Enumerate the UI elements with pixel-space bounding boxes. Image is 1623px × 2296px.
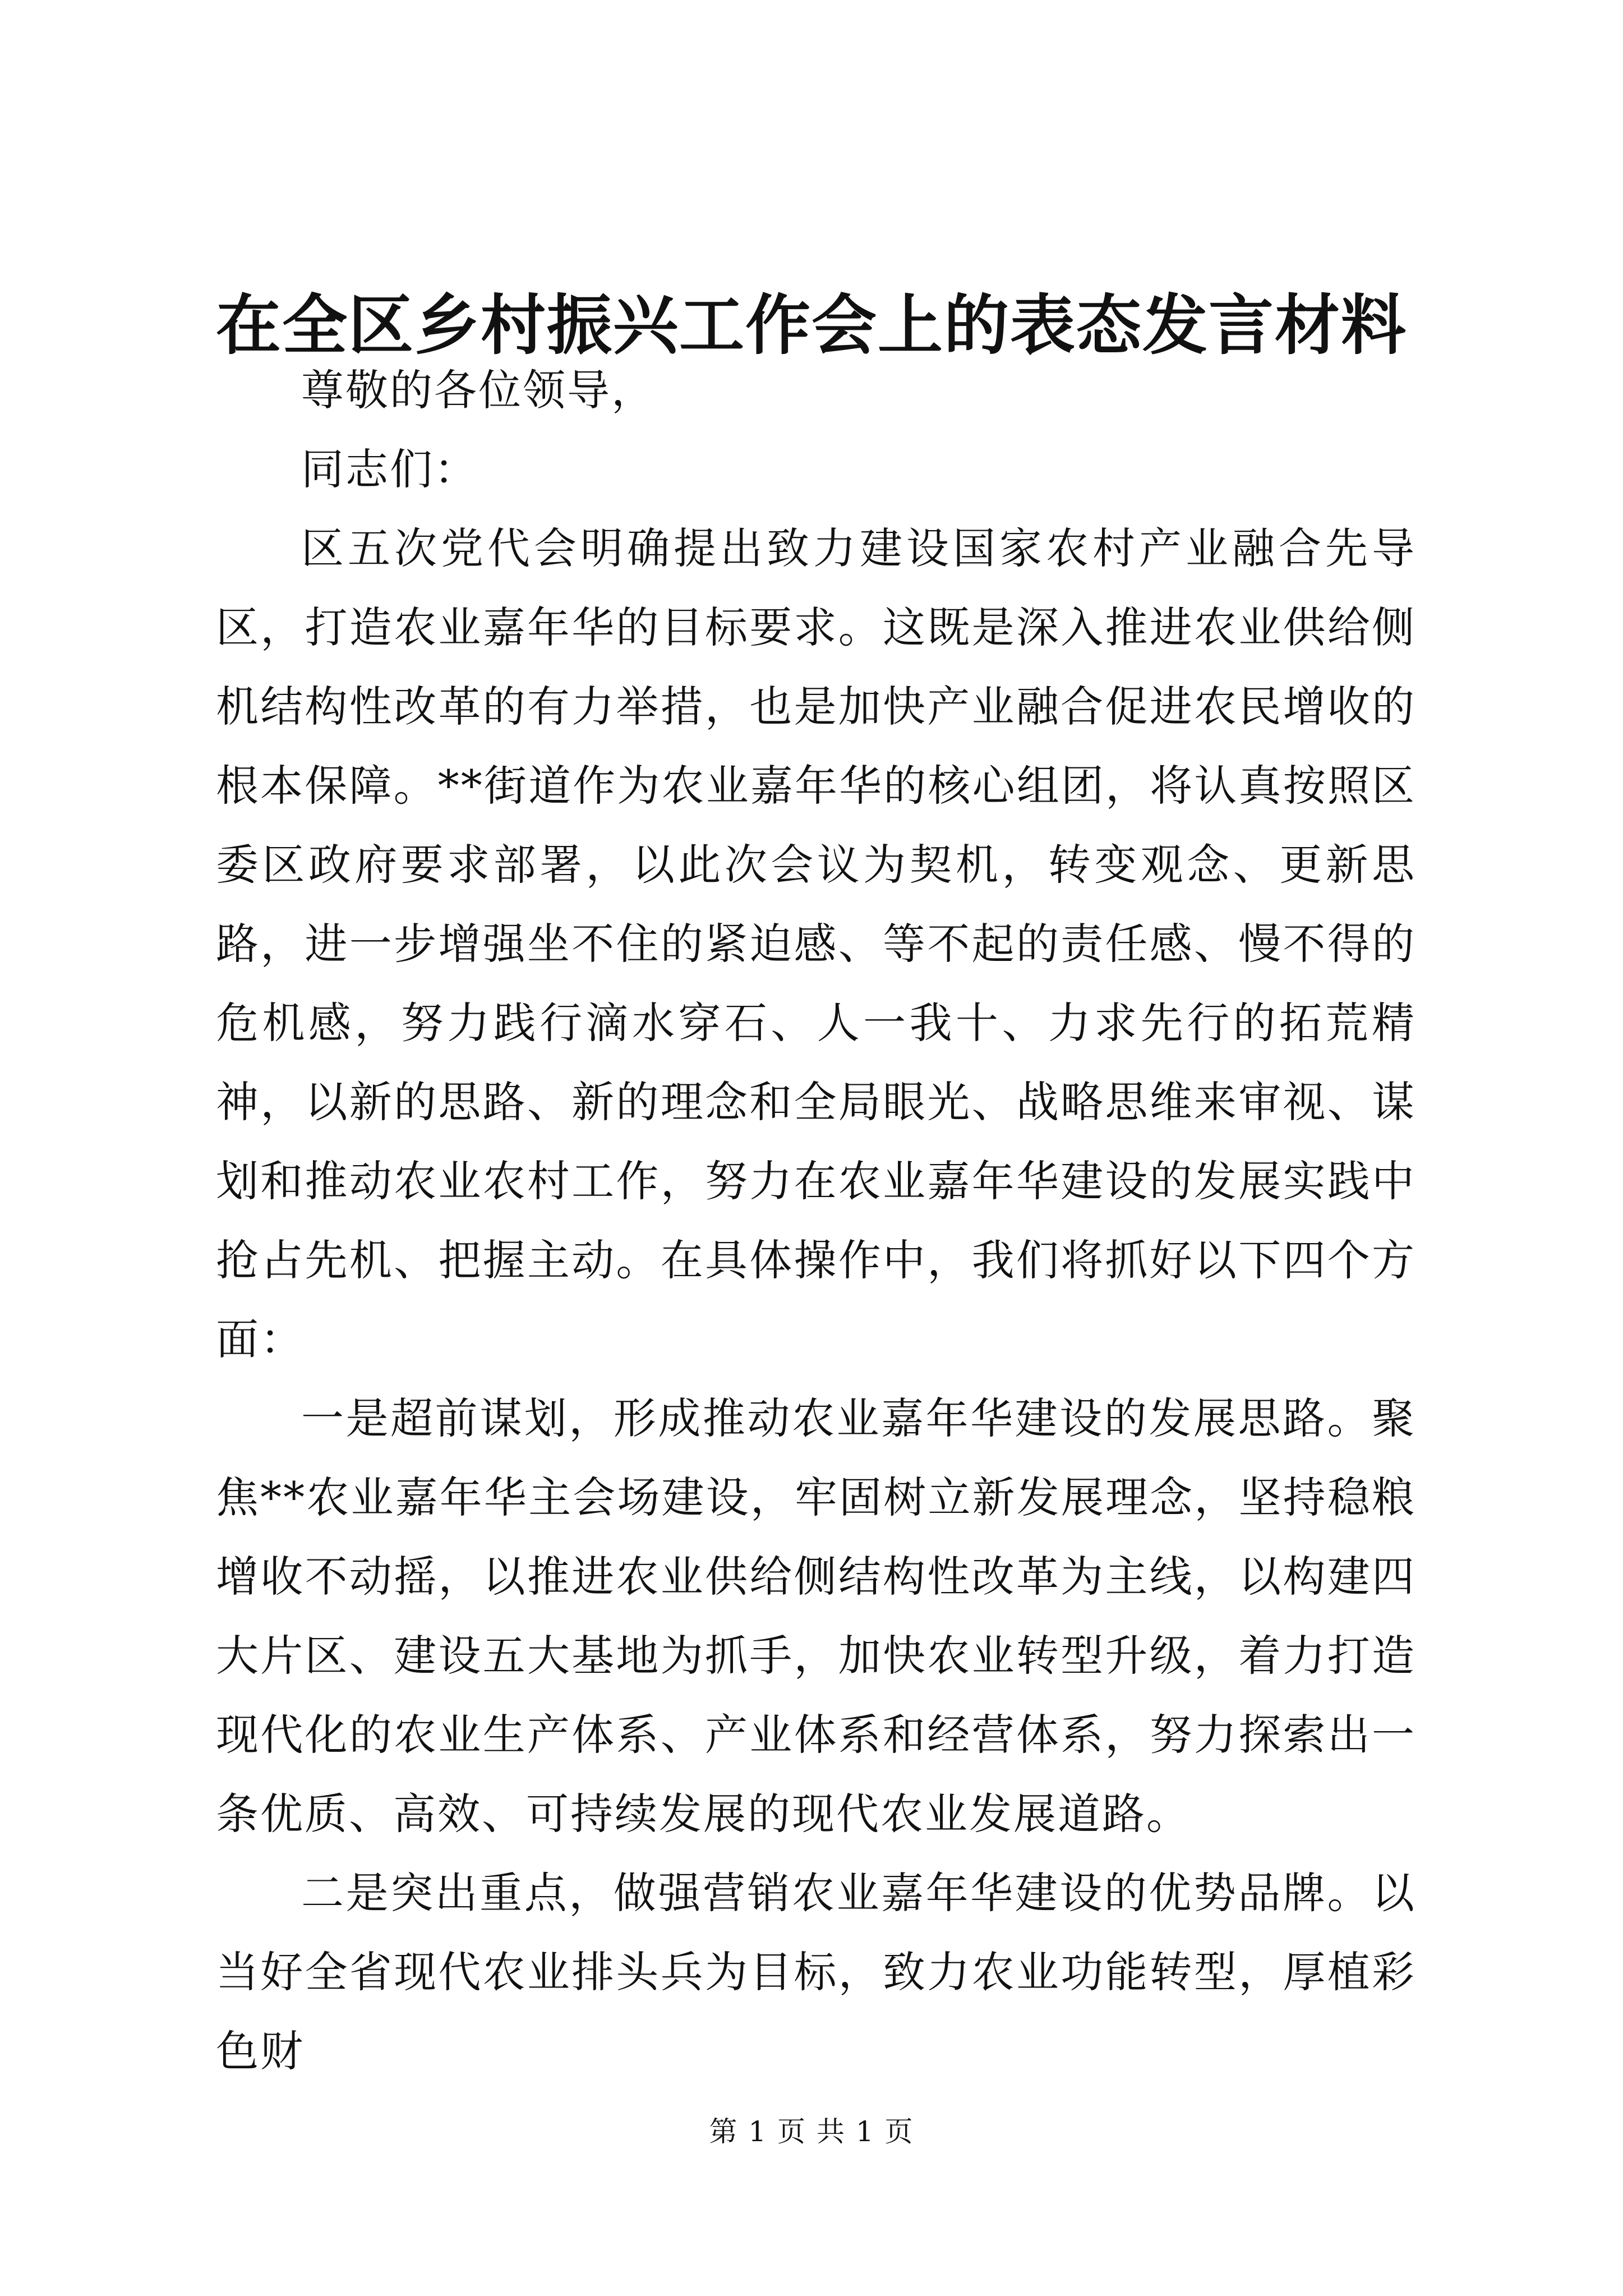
document-body <box>216 351 1416 2091</box>
salutation-line: 同志们： <box>301 444 478 494</box>
document-title: 在全区乡村振兴工作会上的表态发言材料 <box>216 287 1407 364</box>
body-paragraph: 区五次党代会明确提出致力建设国家农村产业融合先导区，打造农业嘉年华的目标要求。这既是深入推进农业供给侧机结构性改革的有力举措，也是加快产业融合促进农民增收的根本保障。**街道作为农业嘉年华的核心组团，将认真按照区委区政府要求部署，以此次会议为契机，转变观念、更新思路，进一步增强坐不住的紧迫感、等不起的责任感、慢不得的危机感，努力践行滴水穿石、人一我十、力求先行的拓荒精神，以新的思路、新的理念和全局眼光、战略思维来审视、谋划和推动农业农村工作，努力在农业嘉年华建设的发展实践中抢占先机、把握主动。在具体操作中，我们将抓好以下四个方面： <box>216 523 1416 1364</box>
page-footer: 第 1 页 共 1 页 <box>709 2115 914 2148</box>
body-paragraph: 一是超前谋划，形成推动农业嘉年华建设的发展思路。聚焦**农业嘉年华主会场建设，牢固树立新发展理念，坚持稳粮增收不动摇，以推进农业供给侧结构性改革为主线，以构建四大片区、建设五大基地为抓手，加快农业转型升级，着力打造现代化的农业生产体系、产业体系和经营体系，努力探索出一条优质、高效、可持续发展的现代农业发展道路。 <box>216 1393 1416 1839</box>
salutation-line: 尊敬的各位领导， <box>301 365 656 415</box>
body-paragraph: 二是突出重点，做强营销农业嘉年华建设的优势品牌。以当好全省现代农业排头兵为目标，致力农业功能转型，厚植彩色财 <box>216 1868 1416 2076</box>
